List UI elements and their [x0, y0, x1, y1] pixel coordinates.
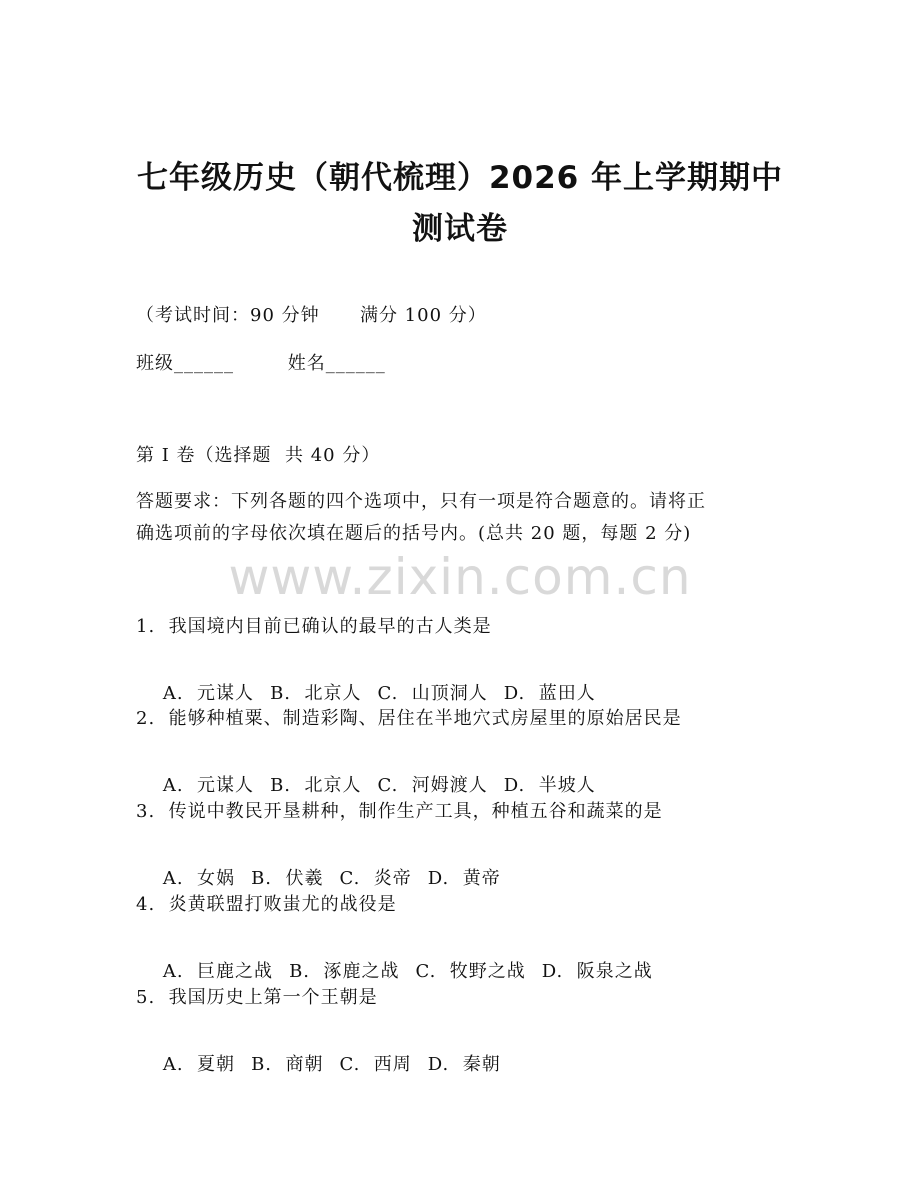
option-c: C. 牧野之战 — [415, 961, 526, 982]
option-d: D. 阪泉之战 — [541, 961, 653, 982]
option-c: C. 炎帝 — [339, 868, 412, 889]
question-options — [136, 1029, 501, 1097]
exam-title-line1: 七年级历史（朝代梳理）2026 年上学期期中 — [136, 160, 784, 196]
exam-title-line2: 测试卷 — [412, 211, 508, 247]
question-stem: 3. 传说中教民开垦耕种，制作生产工具，种植五谷和蔬菜的是 — [136, 801, 663, 822]
option-a: A. 夏朝 — [162, 1054, 236, 1075]
option-c: C. 西周 — [339, 1054, 412, 1075]
student-fields: 班级______ 姓名______ — [136, 353, 386, 374]
question-stem: 2. 能够种植粟、制造彩陶、居住在半地穴式房屋里的原始居民是 — [136, 708, 682, 729]
option-b: B. 北京人 — [270, 683, 362, 704]
option-d: D. 蓝田人 — [503, 683, 596, 704]
option-b: B. 涿鹿之战 — [289, 961, 400, 982]
option-d: D. 黄帝 — [427, 868, 501, 889]
option-b: B. 商朝 — [251, 1054, 324, 1075]
option-a: A. 巨鹿之战 — [162, 961, 274, 982]
instructions-line2: 确选项前的字母依次填在题后的括号内。(总共 20 题，每题 2 分) — [136, 523, 692, 544]
exam-info: （考试时间：90 分钟 满分 100 分） — [136, 305, 487, 326]
option-c: C. 河姆渡人 — [377, 775, 488, 796]
option-a: A. 元谋人 — [162, 683, 255, 704]
option-b: B. 伏羲 — [251, 868, 324, 889]
question-stem: 5. 我国历史上第一个王朝是 — [136, 987, 378, 1008]
section-heading: 第 I 卷（选择题 共 40 分） — [136, 445, 381, 466]
instructions-line1: 答题要求：下列各题的四个选项中，只有一项是符合题意的。请将正 — [136, 491, 706, 512]
option-a: A. 元谋人 — [162, 775, 255, 796]
option-d: D. 半坡人 — [503, 775, 596, 796]
option-d: D. 秦朝 — [427, 1054, 501, 1075]
question-stem: 4. 炎黄联盟打败蚩尤的战役是 — [136, 894, 397, 915]
watermark: www.zixin.com.cn — [228, 548, 692, 606]
option-a: A. 女娲 — [162, 868, 236, 889]
question-stem: 1. 我国境内目前已确认的最早的古人类是 — [136, 616, 492, 637]
option-b: B. 北京人 — [270, 775, 362, 796]
option-c: C. 山顶洞人 — [377, 683, 488, 704]
